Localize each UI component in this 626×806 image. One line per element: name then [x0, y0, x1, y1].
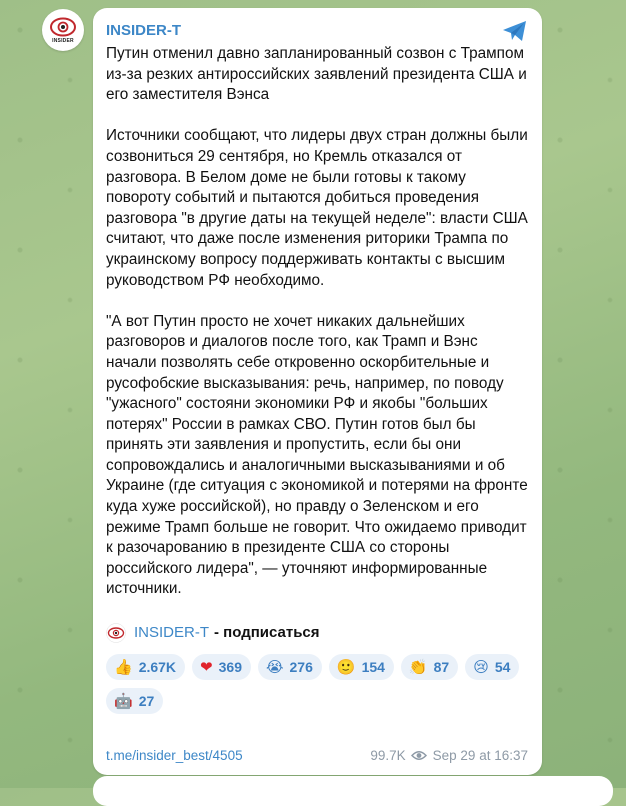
robot-icon: 🤖	[114, 691, 133, 710]
reaction-sad[interactable]	[465, 654, 519, 680]
eye-icon	[411, 750, 427, 761]
reaction-crying[interactable]	[258, 654, 322, 680]
share-icon[interactable]	[502, 20, 528, 47]
subscribe-line	[106, 621, 530, 645]
subscribe-link[interactable]: - подписаться	[214, 624, 320, 642]
insider-logo-icon	[106, 623, 126, 643]
thumbs-up-icon: 👍	[114, 657, 133, 676]
channel-avatar[interactable]	[42, 9, 84, 51]
reaction-thumbs-up[interactable]	[106, 654, 185, 680]
message-meta	[370, 748, 528, 763]
channel-name[interactable]: INSIDER-T	[106, 22, 181, 39]
message-paragraph: "А вот Путин просто не хочет никаких дальнейших разговоров и диалогов после того, как Трамп и Вэнс начали позволять себе откровенно оскорбительные и русофобские высказывания: речь, например, по поводу "ужасного" состояни экономики РФ и якобы "больших потерях" России в рамках СВО. Путин готов был бы принять эти заявления и пропустить, если бы они сопровождались и аналогичными высказываниями и об Украине (где ситуация с экономикой и потерями на фронте куда хуже российской), но правду о Зеленском и его режиме Трамп больше не говорит. Что ожидаемо приводит к разочарованию в президенте США со стороны российского лидера", — уточняют информированные источники.	[106, 312, 528, 598]
reaction-clap[interactable]	[401, 654, 458, 680]
reaction-count: 276	[289, 658, 313, 675]
smiling-face-icon: 🙂	[336, 657, 356, 676]
message-date: Sep 29 at 16:37	[432, 748, 528, 763]
subscribe-channel-link[interactable]: INSIDER-T	[134, 624, 209, 642]
reaction-robot[interactable]	[106, 688, 163, 714]
sad-face-icon: 😢	[473, 657, 489, 676]
message-footer	[106, 748, 528, 763]
message-text	[106, 44, 530, 600]
message-paragraph: Путин отменил давно запланированный созвон с Трампом из-за резких антироссийских заявлений президента США и его заместителя Вэнса	[106, 45, 527, 104]
view-count: 99.7K	[370, 748, 406, 763]
reaction-count: 87	[433, 658, 450, 675]
reactions-bar	[106, 654, 536, 714]
reaction-count: 27	[138, 692, 155, 709]
avatar-caption: INSIDER	[52, 37, 74, 44]
insider-logo-icon	[50, 17, 76, 37]
message-bubble	[93, 8, 542, 775]
reaction-count: 154	[361, 658, 385, 675]
crying-face-icon: 😭	[265, 657, 284, 676]
post-link[interactable]: t.me/insider_best/4505	[106, 748, 243, 763]
heart-icon: ❤	[200, 657, 213, 676]
next-message-bubble	[93, 776, 613, 806]
clapping-hands-icon: 👏	[408, 657, 428, 676]
message-paragraph: Источники сообщают, что лидеры двух стран должны были созвониться 29 сентября, но Кремль отказался от разговора. В Белом доме не были готовы к такому повороту событий и пытаются добиться проведения разговора "в другие даты на текущей неделе": власти США считают, что даже после изменения риторики Трампа по украинскому вопросу поддерживать контакты с высшим руководством РФ необходимо.	[106, 127, 528, 289]
reaction-smile[interactable]	[329, 654, 394, 680]
reaction-heart[interactable]	[192, 654, 251, 680]
reaction-count: 369	[218, 658, 242, 675]
reaction-count: 54	[494, 658, 511, 675]
reaction-count: 2.67K	[138, 658, 177, 675]
